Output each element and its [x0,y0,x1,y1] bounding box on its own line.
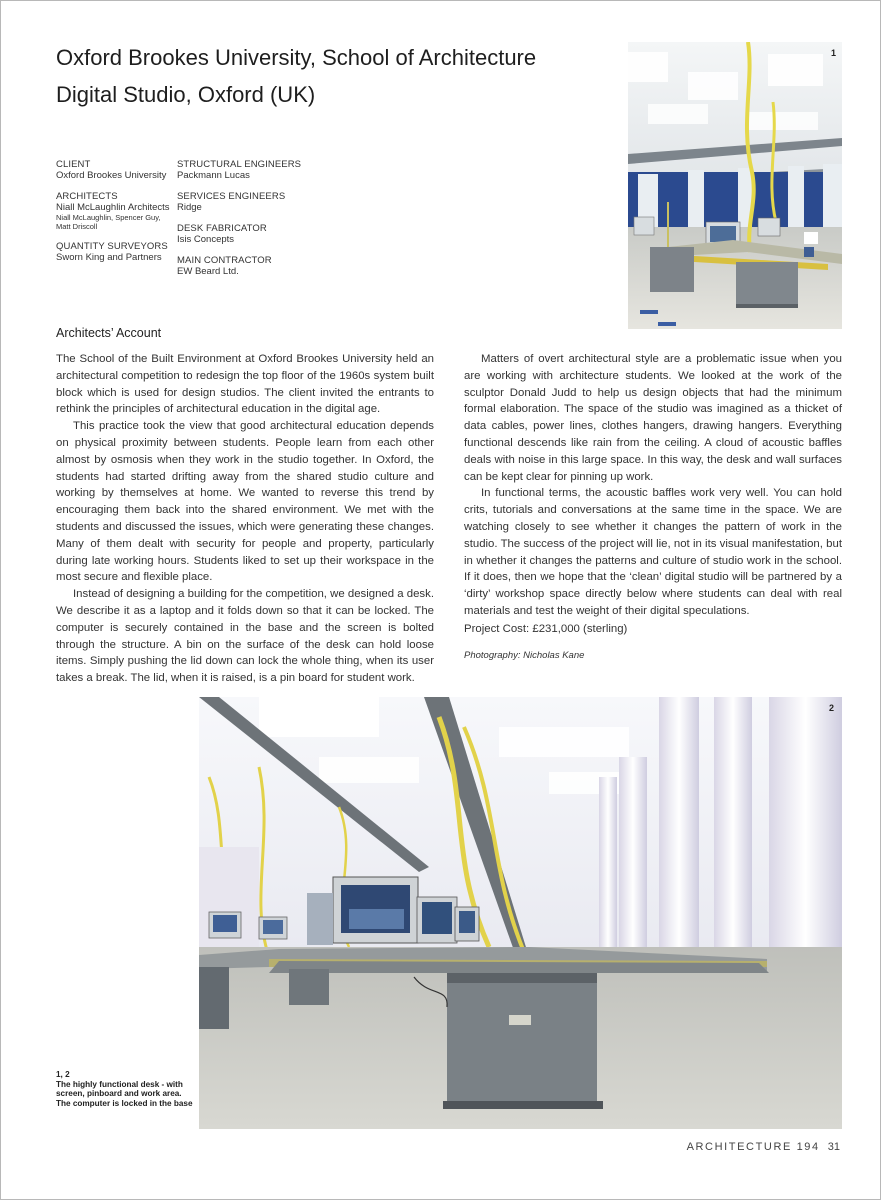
article-column-right [464,351,842,664]
credit-structural-engineers [177,159,307,181]
paragraph: This practice took the view that good architectural education depends on physical proximity between students. People learn from each other almost by osmosis when they work in the studio together. In Oxford, the students had started drifting away from the shared studio culture and working by themselves at home. We wanted to reverse this trend by encouraging them back into the shared environment. We met with the students and discussed the issues, which were generating these changes. Many of them dealt with security for people and property, particularly during late working hours. Students liked to set up their workspace in the most secure and flexible place. [56,420,434,584]
paragraph: In functional terms, the acoustic baffles work very well. You can hold crits, tutorials and conversations at the same time in the space. We are watching closely to see whether it changes the pattern of work in the studio. The success of the project will lie, not in its visual manifestation, but in whether it changes the patterns and culture of studio work in the school. If it does, then we hope that the ‘clean’ digital studio will be partnered by a ‘dirty’ workshop space directly below where students can deal with real materials and test the weight of their digital speculations. [464,487,842,617]
credit-name: Isis Concepts [177,234,235,245]
studio-photo-2-image [199,697,842,1129]
photo-number: 1 [830,48,836,58]
credit-architects [56,191,174,231]
paragraph: Instead of designing a building for the competition, we designed a desk. We describe it as a laptop and it folds down so that it can be locked. The computer is securely contained in the base and the screen is bolted through the structure. A bin on the surface of the desk can hold loose items. Simply pushing the lid down can lock the whole thing, when its user takes a break. The lid, when it is raised, is a pin board for student work. [56,588,434,685]
credit-role: STRUCTURAL ENGINEERS [177,159,302,170]
title-line-1: Oxford Brookes University, School of Architecture [56,45,537,70]
photo-number: 2 [828,703,834,713]
paragraph: The School of the Built Environment at Oxford Brookes University held an architectural competition to redesign the top floor of the 1960s system built block which is used for design studios. The client invited the entrants to rethink the principles of architectural education in the digital age. [56,353,434,416]
section-heading: Architects’ Account [56,326,162,340]
credit-services-engineers [177,191,307,213]
credit-main-contractor [177,255,307,277]
credit-role: MAIN CONTRACTOR [177,255,272,266]
credits-column-1 [56,159,174,273]
credit-quantity-surveyors [56,241,174,263]
credit-client [56,159,174,181]
credit-detail: Matt Driscoll [56,222,98,231]
caption-text: The highly functional desk - with screen, pinboard and work area. The computer is locked in the base [56,1079,193,1108]
credit-name: Ridge [177,202,202,213]
credit-name: Packmann Lucas [177,170,250,181]
article-column-left [56,351,434,687]
publication-name: ARCHITECTURE 194 [686,1141,820,1153]
credit-role: ARCHITECTS [56,191,118,202]
credit-desk-fabricator [177,223,307,245]
credit-role: SERVICES ENGINEERS [177,191,286,202]
credit-name: Niall McLaughlin Architects [56,202,170,213]
photography-credit: Photography: Nicholas Kane [464,649,585,661]
paragraph: Matters of overt architectural style are a problematic issue when you are working with architecture students. We looked at the work of the sculptor Donald Judd to help us design objects that had the minimum formal elaboration. The space of the studio was imagined as a thicket of data cables, power lines, clothes hangers, drawing hangers. Everything functional descends like rain from the ceiling. A cloud of acoustic baffles deals with noise in this large space. In this way, the desk and wall surfaces can be kept clear for pinning up work. [464,353,842,483]
credit-role: CLIENT [56,159,91,170]
credit-role: QUANTITY SURVEYORS [56,241,168,252]
credit-role: DESK FABRICATOR [177,223,267,234]
credit-detail: Niall McLaughlin, Spencer Guy, [56,213,161,222]
studio-photo-2 [199,697,842,1129]
page-title [56,39,616,113]
project-cost: Project Cost: £231,000 (sterling) [464,622,628,635]
credit-name: Sworn King and Partners [56,252,162,263]
page-number: 31 [827,1141,840,1153]
studio-photo-1-image [628,42,842,329]
photo-caption [56,1070,194,1108]
studio-photo-1 [628,42,842,329]
credit-name: EW Beard Ltd. [177,266,239,277]
title-line-2: Digital Studio, Oxford (UK) [56,82,316,107]
credit-name: Oxford Brookes University [56,170,167,181]
credits-column-2 [177,159,307,287]
caption-numbers: 1, 2 [56,1070,70,1079]
page-footer [687,1141,840,1153]
